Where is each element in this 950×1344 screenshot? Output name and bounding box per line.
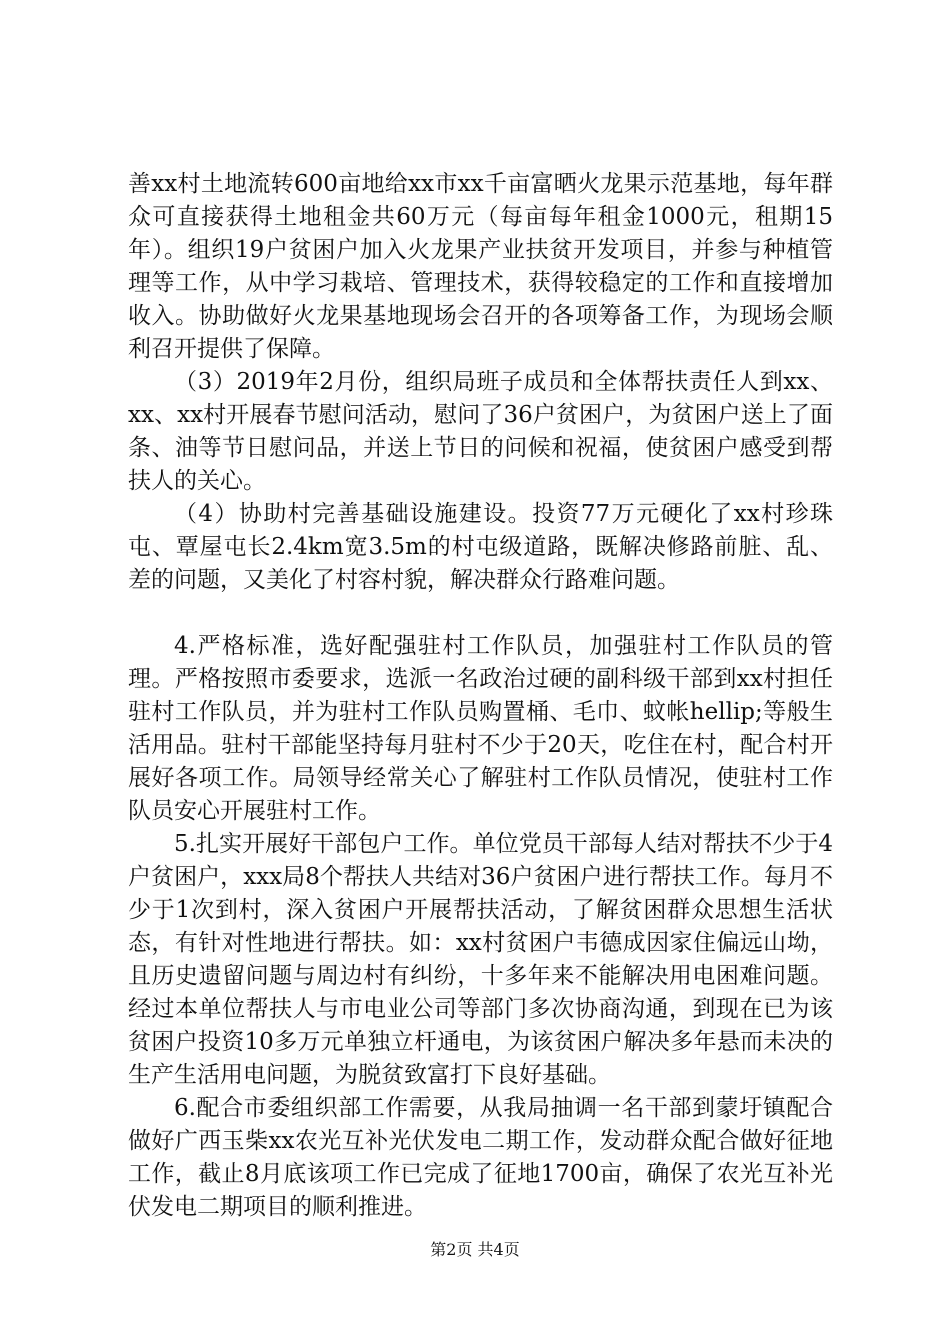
paragraph-household-assistance: 5.扎实开展好干部包户工作。单位党员干部每人结对帮扶不少于4户贫困户，xxx局8个帮扶人共结对36户贫困户进行帮扶工作。每月不少于1次到村，深入贫困户开展帮扶活动，了解贫困群众思想生活状态，有针对性地进行帮扶。如：xx村贫困户韦德成因家住偏远山坳，且历史遗留问题与周边村有纠纷，十多年来不能解决用电困难问题。经过本单位帮扶人与市电业公司等部门多次协商沟通，到现在已为该贫困户投资10多万元单独立杆通电，为该贫困户解决多年悬而未决的生产生活用电问题，为脱贫致富打下良好基础。 xyxy=(128,831,833,1088)
page-footer xyxy=(0,1240,950,1260)
page-number-label: 第2页 共4页 xyxy=(430,1240,520,1259)
paragraph-spring-festival-visit: （3）2019年2月份，组织局班子成员和全体帮扶责任人到xx、xx、xx村开展春节慰问活动，慰问了36户贫困户，为贫困户送上了面条、油等节日慰问品，并送上节日的问候和祝福，使贫困户感受到帮扶人的关心。 xyxy=(128,369,833,494)
document-body xyxy=(128,168,833,1224)
paragraph-land-transfer: 善xx村土地流转600亩地给xx市xx千亩富晒火龙果示范基地，每年群众可直接获得土地租金共60万元（每亩每年租金1000元，租期15年）。组织19户贫困户加入火龙果产业扶贫开发项目，并参与种植管理等工作，从中学习栽培、管理技术，获得较稳定的工作和直接增加收入。协助做好火龙果基地现场会召开的各项筹备工作，为现场会顺利召开提供了保障。 xyxy=(128,171,833,362)
paragraph-photovoltaic-project: 6.配合市委组织部工作需要，从我局抽调一名干部到蒙圩镇配合做好广西玉柴xx农光互补光伏发电二期工作，发动群众配合做好征地工作，截止8月底该项工作已完成了征地1700亩，确保了农光互补光伏发电二期项目的顺利推进。 xyxy=(128,1095,833,1220)
paragraph-infrastructure: （4）协助村完善基础设施建设。投资77万元硬化了xx村珍珠屯、覃屋屯长2.4km宽3.5m的村屯级道路，既解决修路前脏、乱、差的问题，又美化了村容村貌，解决群众行路难问题。 xyxy=(128,501,833,593)
paragraph-village-team: 4.严格标准，选好配强驻村工作队员，加强驻村工作队员的管理。严格按照市委要求，选派一名政治过硬的副科级干部到xx村担任驻村工作队员，并为驻村工作队员购置桶、毛巾、蚊帐hellip;等般生活用品。驻村干部能坚持每月驻村不少于20天，吃住在村，配合村开展好各项工作。局领导经常关心了解驻村工作队员情况，使驻村工作队员安心开展驻村工作。 xyxy=(128,633,833,824)
